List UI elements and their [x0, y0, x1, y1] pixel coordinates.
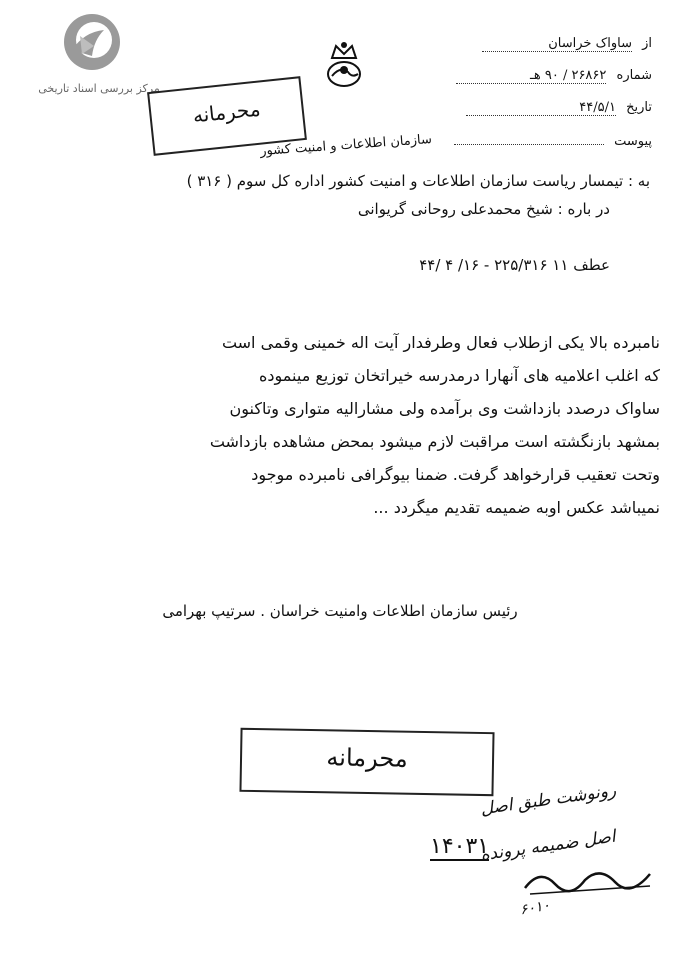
field-date-label: تاریخ — [626, 100, 652, 115]
subject-line — [110, 200, 610, 218]
reference-value: ۱۱ ۲۲۵/۳۱۶ - ۱۶/ ۴ /۴۴ — [419, 256, 569, 274]
field-number-label: شماره — [616, 68, 652, 83]
body-line: که اغلب اعلامیه های آنهارا درمدرسه خیراتخان توزیع مینموده — [259, 366, 660, 385]
subject-label: در باره : — [557, 200, 610, 218]
field-number-value: ۲۶۸۶۲ / ۹۰ هـ — [456, 68, 606, 84]
handwritten-code: ۶۰۱۰ — [518, 897, 552, 919]
body-line: وتحت تعقیب قرارخواهد گرفت. ضمنا بیوگرافی نامبرده موجود — [251, 465, 660, 484]
archive-emblem-icon — [60, 10, 124, 74]
handwritten-signature-icon — [520, 860, 660, 900]
field-attachment-value — [454, 144, 604, 145]
lion-and-sun-crown-icon — [322, 40, 366, 92]
handwritten-number: ۱۴۰۳۱ — [430, 834, 490, 859]
handwritten-note-attached: اصل ضمیمه پرونده — [479, 826, 617, 866]
logo-caption: مرکز بررسی اسناد تاریخی — [38, 82, 160, 95]
body-line: نامبرده بالا یکی ازطلاب فعال وطرفدار آیت اله خمینی وقمی است — [221, 333, 660, 352]
field-from — [412, 36, 652, 52]
reference-line — [110, 256, 610, 274]
stamp-bottom-text: محرمانه — [326, 743, 408, 773]
subject-value: شیخ محمدعلی روحانی گریوانی — [357, 200, 553, 218]
handwritten-note-copy: رونوشت طبق اصل — [479, 780, 618, 820]
organization-name: سازمان اطلاعات و امنیت کشور — [259, 132, 433, 159]
field-from-label: از — [642, 36, 652, 51]
field-from-value: ساواک خراسان — [482, 36, 632, 52]
field-number — [412, 68, 652, 84]
body-line: ساواک درصدد بازداشت وی برآمده ولی مشارالیه متواری وتاکنون — [229, 399, 660, 418]
archive-logo — [14, 10, 184, 100]
reference-label: عطف — [573, 256, 610, 274]
stamp-top-text: محرمانه — [191, 96, 262, 128]
addressee: به : تیمسار ریاست سازمان اطلاعات و امنیت کشور اداره کل سوم ( ۳۱۶ ) — [186, 172, 650, 190]
body-line: نمیباشد عکس اوبه ضمیمه تقدیم میگردد ... — [373, 498, 660, 517]
field-attachment-label: پیوست — [614, 134, 652, 149]
signature-line: رئیس سازمان اطلاعات وامنیت خراسان . سرتیپ بهرامی — [162, 602, 518, 620]
body-line: بمشهد بازنگشته است مراقبت لازم میشود بمحض مشاهده بازداشت — [209, 432, 660, 451]
field-attachment — [412, 134, 652, 149]
letter-body — [40, 326, 660, 524]
field-date — [412, 100, 652, 116]
classification-stamp-bottom — [239, 728, 494, 796]
field-date-value: ۴۴/۵/۱ — [466, 100, 616, 116]
